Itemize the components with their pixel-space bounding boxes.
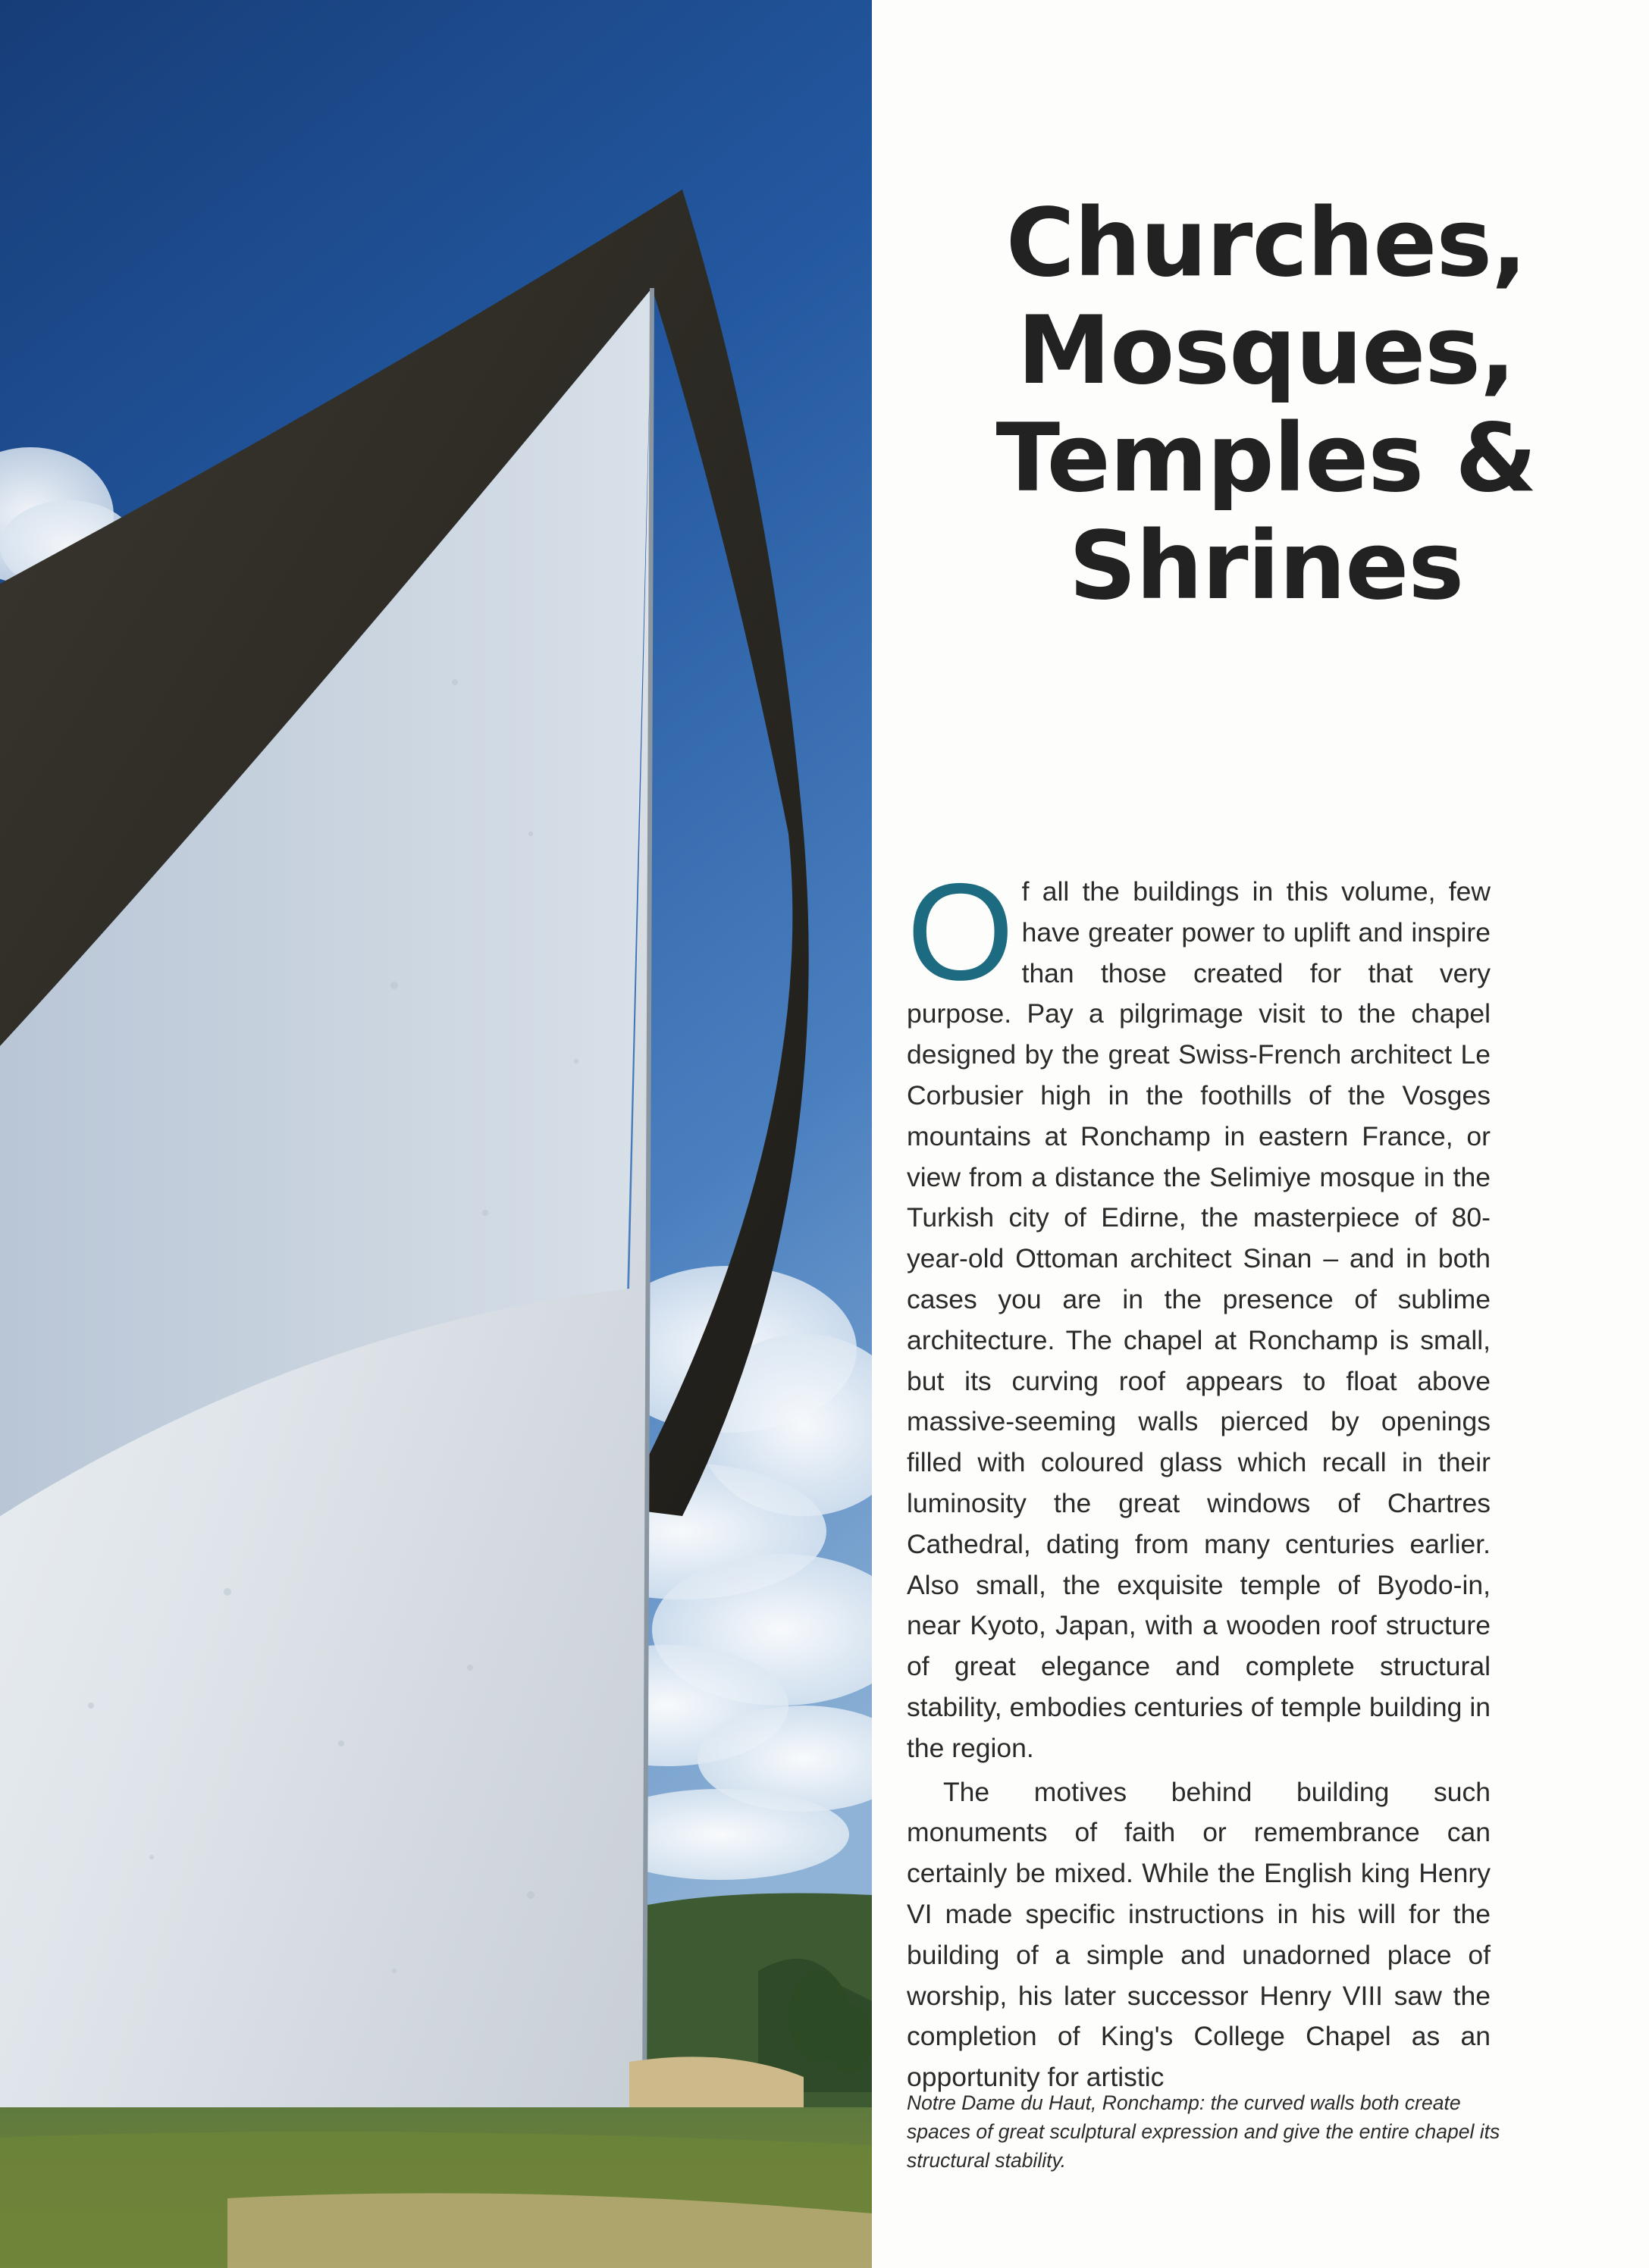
chapter-title [902,190,1630,620]
body-text [907,854,1491,2098]
intro-paragraph [907,854,1491,1769]
intro-paragraph-text: f all the buildings in this volume, few have greater power to uplift and inspire than those created for that very purpose. Pay a pilgrimage visit to the chapel designed by the great Swiss-French architect Le Corbusier high in the foothills of the Vosges mountains at Ronchamp in eastern France, or view from a distance the Selimiye mosque in the Turkish city of Edirne, the masterpiece of 80-year-old Ottoman architect Sinan – and in both cases you are in the presence of sublime architecture. The chapel at Ronchamp is small, but its curving roof appears to float above massive-seeming walls pierced by openings filled with coloured glass which recall in their luminosity the great windows of Chartres Cathedral, dating from many centuries earlier. Also small, the exquisite temple of Byodo-in, near Kyoto, Japan, with a wooden roof structure of great elegance and complete structural stability, embodies centuries of temple building in the region. [907,876,1491,1763]
title-line: Shrines [1068,512,1464,621]
photo-caption: Notre Dame du Haut, Ronchamp: the curved walls both create spaces of great sculptural expression and give the entire chapel its structural stability. [907,2091,1500,2172]
title-line: Mosques, [1017,296,1516,406]
second-paragraph: The motives behind building such monuments of faith or remembrance can certainly be mixed. While the English king Henry VI made specific instructions in his will for the building of a simple and unadorned place of worship, his later successor Henry VIII saw the completion of King's College Chapel as an opportunity for artistic [907,1776,1491,2093]
title-line: Temples & [995,404,1537,513]
title-line: Churches, [1005,189,1527,298]
drop-cap: O [907,854,1014,1009]
